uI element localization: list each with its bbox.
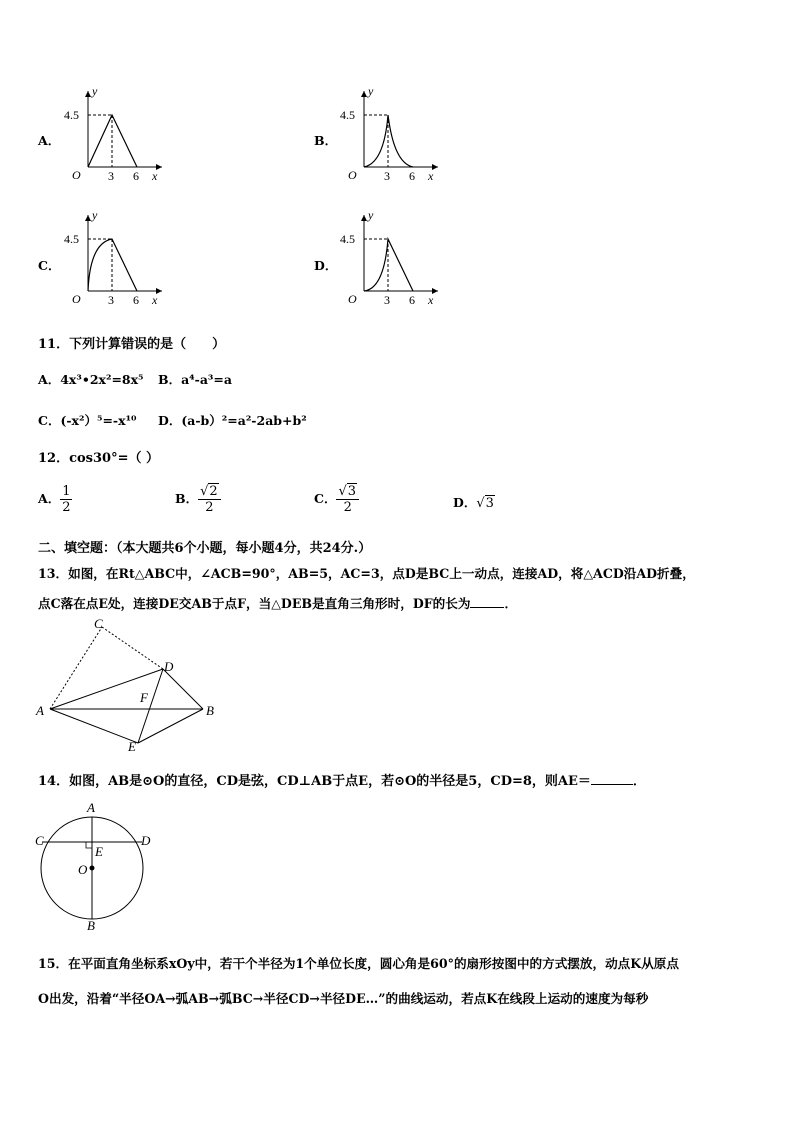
q15-line1: 15．在平面直角坐标系xOy中，若干个半径为1个单位长度，圆心角是60°的扇形按图中的方式摆放，动点K从原点	[38, 956, 679, 971]
q11-stem: 11．下列计算错误的是（ ）	[38, 337, 226, 352]
q11-option-c: C．(-x²）⁵=-x¹⁰	[38, 413, 137, 428]
tick-6: 6	[133, 293, 139, 307]
origin-label: O	[72, 292, 81, 306]
q12-option-c: C． $\frac{√3}{2}$	[314, 484, 359, 515]
tick-6: 6	[409, 293, 415, 307]
q13-line1: 13．如图，在Rt△ABC中，∠ACB=90°，AB=5，AC=3，点D是BC上一动点，连接AD，将△ACD沿AD折叠，	[38, 566, 695, 581]
q12-option-b: B． $\frac{√2}{2}$	[175, 484, 221, 515]
point-b: B	[206, 703, 214, 718]
tick-3: 3	[384, 293, 390, 307]
q14-figure	[32, 798, 162, 933]
tick-3: 3	[108, 293, 114, 307]
point-f: F	[140, 690, 148, 705]
peak-label: 4.5	[340, 108, 355, 122]
tick-6: 6	[409, 169, 415, 183]
q15-line2: O出发，沿着“半径OA→弧AB→弧BC→半径CD→半径DE…”的曲线运动，若点K在线段上运动的速度为每秒	[38, 991, 649, 1006]
q13-line2: 点C落在点E处，连接DE交AB于点F，当△DEB是直角三角形时，DF的长为 ．	[38, 596, 518, 611]
option-d-label: D．	[314, 258, 338, 273]
q12-stem: 12．cos30°=（ ）	[38, 451, 160, 466]
origin-label: O	[348, 168, 357, 182]
peak-label: 4.5	[64, 232, 79, 246]
q12-option-a: A． $\frac{1}{2}$	[38, 484, 71, 515]
q11-option-a: A．4x³•2x²=8x⁵	[38, 372, 144, 387]
point-d: D	[164, 659, 174, 674]
x-axis-label: x	[428, 169, 434, 183]
x-axis-label: x	[428, 293, 434, 307]
graph-option-d	[336, 209, 446, 314]
point-e: E	[128, 739, 136, 753]
graph-option-b	[336, 85, 446, 190]
option-b-label: B．	[314, 133, 338, 148]
circle-point-a: A	[87, 800, 95, 815]
q13-figure	[34, 618, 219, 753]
option-a-label: A．	[38, 133, 61, 148]
y-axis-label: y	[368, 209, 374, 222]
q14-answer-blank[interactable]	[591, 784, 633, 785]
origin-label: O	[348, 292, 357, 306]
point-c: C	[94, 618, 103, 631]
point-a: A	[36, 703, 44, 718]
y-axis-label: y	[92, 85, 98, 98]
tick-6: 6	[133, 169, 139, 183]
x-axis-label: x	[152, 293, 158, 307]
tick-3: 3	[108, 169, 114, 183]
q11-option-d: D．(a-b）²=a²-2ab+b²	[158, 413, 307, 428]
y-axis-label: y	[92, 209, 98, 222]
peak-label: 4.5	[340, 232, 355, 246]
tick-3: 3	[384, 169, 390, 183]
circle-point-b: B	[87, 918, 95, 933]
y-axis-label: y	[368, 85, 374, 98]
peak-label: 4.5	[64, 108, 79, 122]
circle-point-d: D	[141, 833, 151, 848]
circle-point-c: C	[35, 833, 44, 848]
q14-text: 14．如图，AB是⊙O的直径，CD是弦，CD⊥AB于点E，若⊙O的半径是5，CD=8，则AE＝ ．	[38, 774, 646, 789]
circle-point-e: E	[95, 844, 103, 859]
section-heading: 二、填空题：（本大题共6个小题，每小题4分，共24分.）	[38, 541, 372, 556]
q12-option-d: D．√3	[453, 495, 494, 511]
q13-answer-blank[interactable]	[470, 607, 504, 608]
x-axis-label: x	[152, 169, 158, 183]
origin-label: O	[72, 168, 81, 182]
option-c-label: C．	[38, 258, 61, 273]
graph-option-a	[60, 85, 170, 190]
graph-option-c	[60, 209, 170, 314]
q11-option-b: B．a⁴-a³=a	[158, 372, 232, 387]
circle-center-o: O	[78, 862, 88, 877]
